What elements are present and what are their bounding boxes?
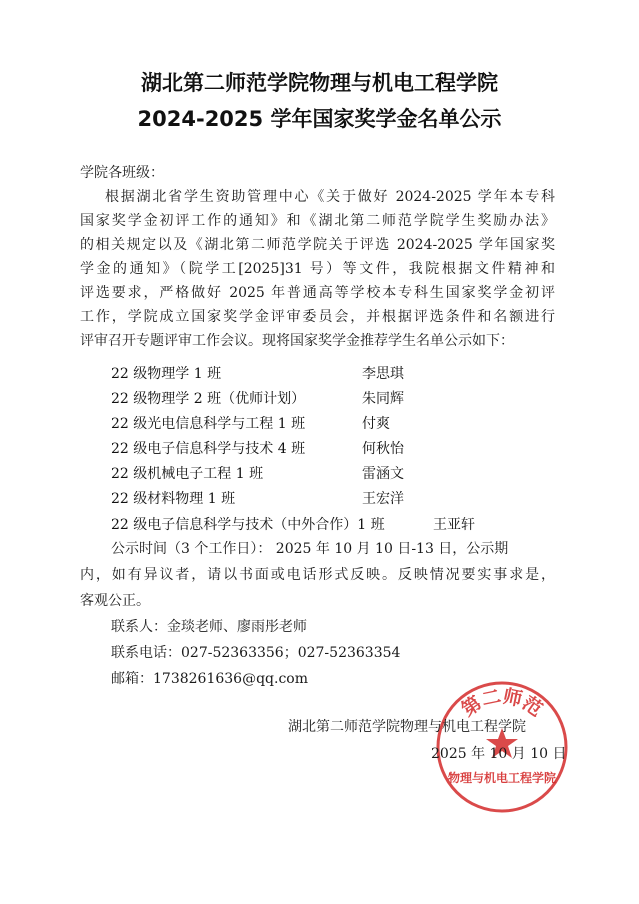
recipient-class: 22 级机械电子工程 1 班 <box>111 466 264 482</box>
recipient-class: 22 级材料物理 1 班 <box>111 491 236 507</box>
body-paragraph-line: 根据湖北省学生资助管理中心《关于做好 2024-2025 学年本专科 <box>105 189 555 205</box>
notice-line: 公示时间（3 个工作日）： 2025 年 10 月 10 日-13 日，公示期 <box>111 541 509 557</box>
signature-org: 湖北第二师范学院物理与机电工程学院 <box>288 719 526 735</box>
recipient-row <box>111 488 404 508</box>
recipient-row <box>111 413 390 433</box>
recipient-name: 王亚轩 <box>433 517 475 533</box>
seal-bottom-text: 物理与机电工程学院 <box>447 771 557 785</box>
contact-phone: 联系电话：027-52363356；027-52363354 <box>111 645 401 661</box>
recipient-name: 雷涵文 <box>362 466 404 482</box>
recipient-name: 何秋怡 <box>362 441 404 457</box>
body-paragraph-line: 评审召开专题评审工作会议。现将国家奖学金推荐学生名单公示如下： <box>80 333 514 349</box>
recipient-class: 22 级电子信息科学与技术 4 班 <box>111 441 306 457</box>
body-paragraph-line: 评选要求，严格做好 2025 年普通高等学校本专科生国家奖学金初评 <box>80 285 555 301</box>
seal-top-text: 第二师范 <box>457 685 547 721</box>
body-paragraph-line: 学金的通知》（院学工[2025]31 号）等文件，我院根据文件精神和 <box>80 261 555 277</box>
salutation: 学院各班级： <box>80 165 164 181</box>
recipient-row <box>111 388 404 408</box>
recipient-class: 22 级物理学 2 班（优师计划） <box>111 391 306 407</box>
recipient-name: 朱同辉 <box>362 391 404 407</box>
notice-line: 客观公正。 <box>80 593 150 609</box>
notice-line: 内，如有异议者，请以书面或电话形式反映。反映情况要实事求是， <box>80 567 555 583</box>
page-subtitle: 2024-2025 学年国家奖学金名单公示 <box>137 107 502 131</box>
recipient-row <box>111 438 404 458</box>
recipient-class: 22 级光电信息科学与工程 1 班 <box>111 416 306 432</box>
recipient-name: 李思琪 <box>362 366 404 382</box>
recipient-row <box>111 514 475 534</box>
contact-person: 联系人：金琰老师、廖雨彤老师 <box>111 619 307 635</box>
recipient-class: 22 级物理学 1 班 <box>111 366 222 382</box>
signature-date: 2025 年 10 月 10 日 <box>431 746 567 762</box>
body-paragraph-line: 的相关规定以及《湖北第二师范学院关于评选 2024-2025 学年国家奖 <box>80 237 555 253</box>
body-paragraph-line: 国家奖学金初评工作的通知》和《湖北第二师范学院学生奖励办法》 <box>80 213 555 229</box>
recipient-row <box>111 363 404 383</box>
recipient-row <box>111 463 404 483</box>
contact-email[interactable]: 邮箱：1738261636@qq.com <box>111 671 308 687</box>
body-paragraph-line: 工作，学院成立国家奖学金评审委员会，并根据评选条件和名额进行 <box>80 309 555 325</box>
page-title: 湖北第二师范学院物理与机电工程学院 <box>141 71 498 95</box>
recipient-name: 王宏洋 <box>362 491 404 507</box>
recipient-class: 22 级电子信息科学与技术（中外合作）1 班 <box>111 517 385 533</box>
recipient-name: 付爽 <box>362 416 390 432</box>
